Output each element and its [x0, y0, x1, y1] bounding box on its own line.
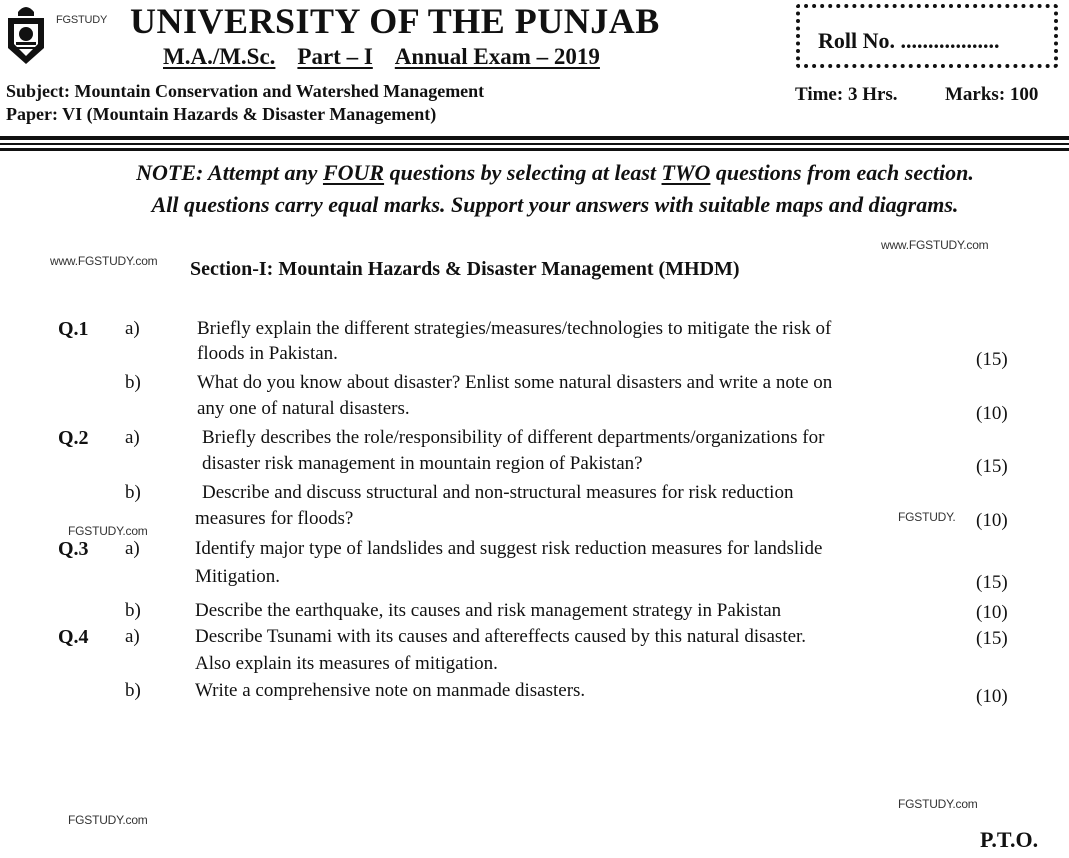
question-number: Q.1	[58, 318, 89, 340]
question-marks: (10)	[976, 510, 1008, 531]
question-part-label: a)	[125, 538, 140, 559]
question-text: Write a comprehensive note on manmade disasters.	[195, 680, 586, 701]
question-marks: (15)	[976, 349, 1008, 370]
watermark: FGSTUDY.com	[898, 797, 978, 811]
question-marks: (15)	[976, 456, 1008, 477]
question-number: Q.3	[58, 538, 89, 560]
question-text: Describe Tsunami with its causes and aftereffects caused by this natural disaster.	[195, 626, 807, 647]
question-text: Briefly explain the different strategies/measures/technologies to mitigate the risk of	[197, 318, 832, 339]
question-number: Q.4	[58, 626, 89, 648]
question-text: Describe the earthquake, its causes and risk management strategy in Pakistan	[195, 600, 782, 621]
time-allowed: Time: 3 Hrs.	[795, 84, 898, 105]
roll-number-field: Roll No. ..................	[818, 28, 1000, 53]
university-crest-icon	[4, 4, 48, 68]
please-turn-over: P.T.O.	[980, 827, 1039, 852]
question-part-label: a)	[125, 427, 140, 448]
question-text: measures for floods?	[195, 508, 354, 529]
question-text: Describe and discuss structural and non-structural measures for risk reduction	[202, 482, 794, 503]
degree-label: M.A./M.Sc.	[163, 44, 276, 69]
header-divider-bottom	[0, 148, 1069, 151]
question-marks: (10)	[976, 602, 1008, 623]
watermark: www.FGSTUDY.com	[881, 238, 989, 252]
watermark: www.FGSTUDY.com	[50, 254, 158, 268]
question-text: disaster risk management in mountain region of Pakistan?	[202, 453, 643, 474]
question-number: Q.2	[58, 427, 89, 449]
question-text: Identify major type of landslides and suggest risk reduction measures for landslide	[195, 538, 823, 559]
question-marks: (10)	[976, 403, 1008, 424]
subject-line: Subject: Mountain Conservation and Watershed Management	[6, 81, 485, 101]
instructions-line-2: All questions carry equal marks. Support your answers with suitable maps and diagrams.	[151, 192, 959, 217]
total-marks: Marks: 100	[945, 84, 1039, 105]
university-title: UNIVERSITY OF THE PUNJAB	[130, 1, 660, 41]
question-part-label: b)	[125, 482, 141, 503]
section-title: Section-I: Mountain Hazards & Disaster Management (MHDM)	[190, 258, 740, 280]
exam-label: Annual Exam – 2019	[394, 44, 600, 69]
question-part-label: a)	[125, 318, 140, 339]
paper-line: Paper: VI (Mountain Hazards & Disaster Management)	[6, 104, 437, 124]
instructions-line-1	[0, 160, 1069, 186]
note-emphasis-four: FOUR	[322, 160, 385, 185]
question-marks: (10)	[976, 686, 1008, 707]
question-marks: (15)	[976, 572, 1008, 593]
header-divider-thin	[0, 143, 1069, 145]
question-marks: (15)	[976, 628, 1008, 649]
part-label: Part – I	[297, 44, 373, 69]
note-text: questions by selecting at least	[384, 160, 662, 185]
note-emphasis-two: TWO	[661, 160, 711, 185]
question-part-label: b)	[125, 600, 141, 621]
question-part-label: b)	[125, 680, 141, 701]
question-text: any one of natural disasters.	[197, 398, 410, 419]
question-part-label: b)	[125, 372, 141, 393]
note-text: NOTE: Attempt any	[136, 160, 323, 185]
question-text: floods in Pakistan.	[197, 343, 338, 364]
watermark: FGSTUDY.com	[68, 524, 148, 538]
question-text: Mitigation.	[195, 566, 280, 587]
question-part-label: a)	[125, 626, 140, 647]
watermark: FGSTUDY.com	[68, 813, 148, 827]
question-text: Briefly describes the role/responsibility of different departments/organizations for	[202, 427, 825, 448]
question-text: What do you know about disaster? Enlist some natural disasters and write a note on	[197, 372, 833, 393]
question-text: Also explain its measures of mitigation.	[195, 653, 498, 674]
watermark: FGSTUDY.	[898, 510, 956, 524]
exam-subtitle	[163, 44, 600, 70]
watermark: FGSTUDY	[56, 14, 108, 26]
note-text: questions from each section.	[710, 160, 974, 185]
header-divider	[0, 136, 1069, 140]
